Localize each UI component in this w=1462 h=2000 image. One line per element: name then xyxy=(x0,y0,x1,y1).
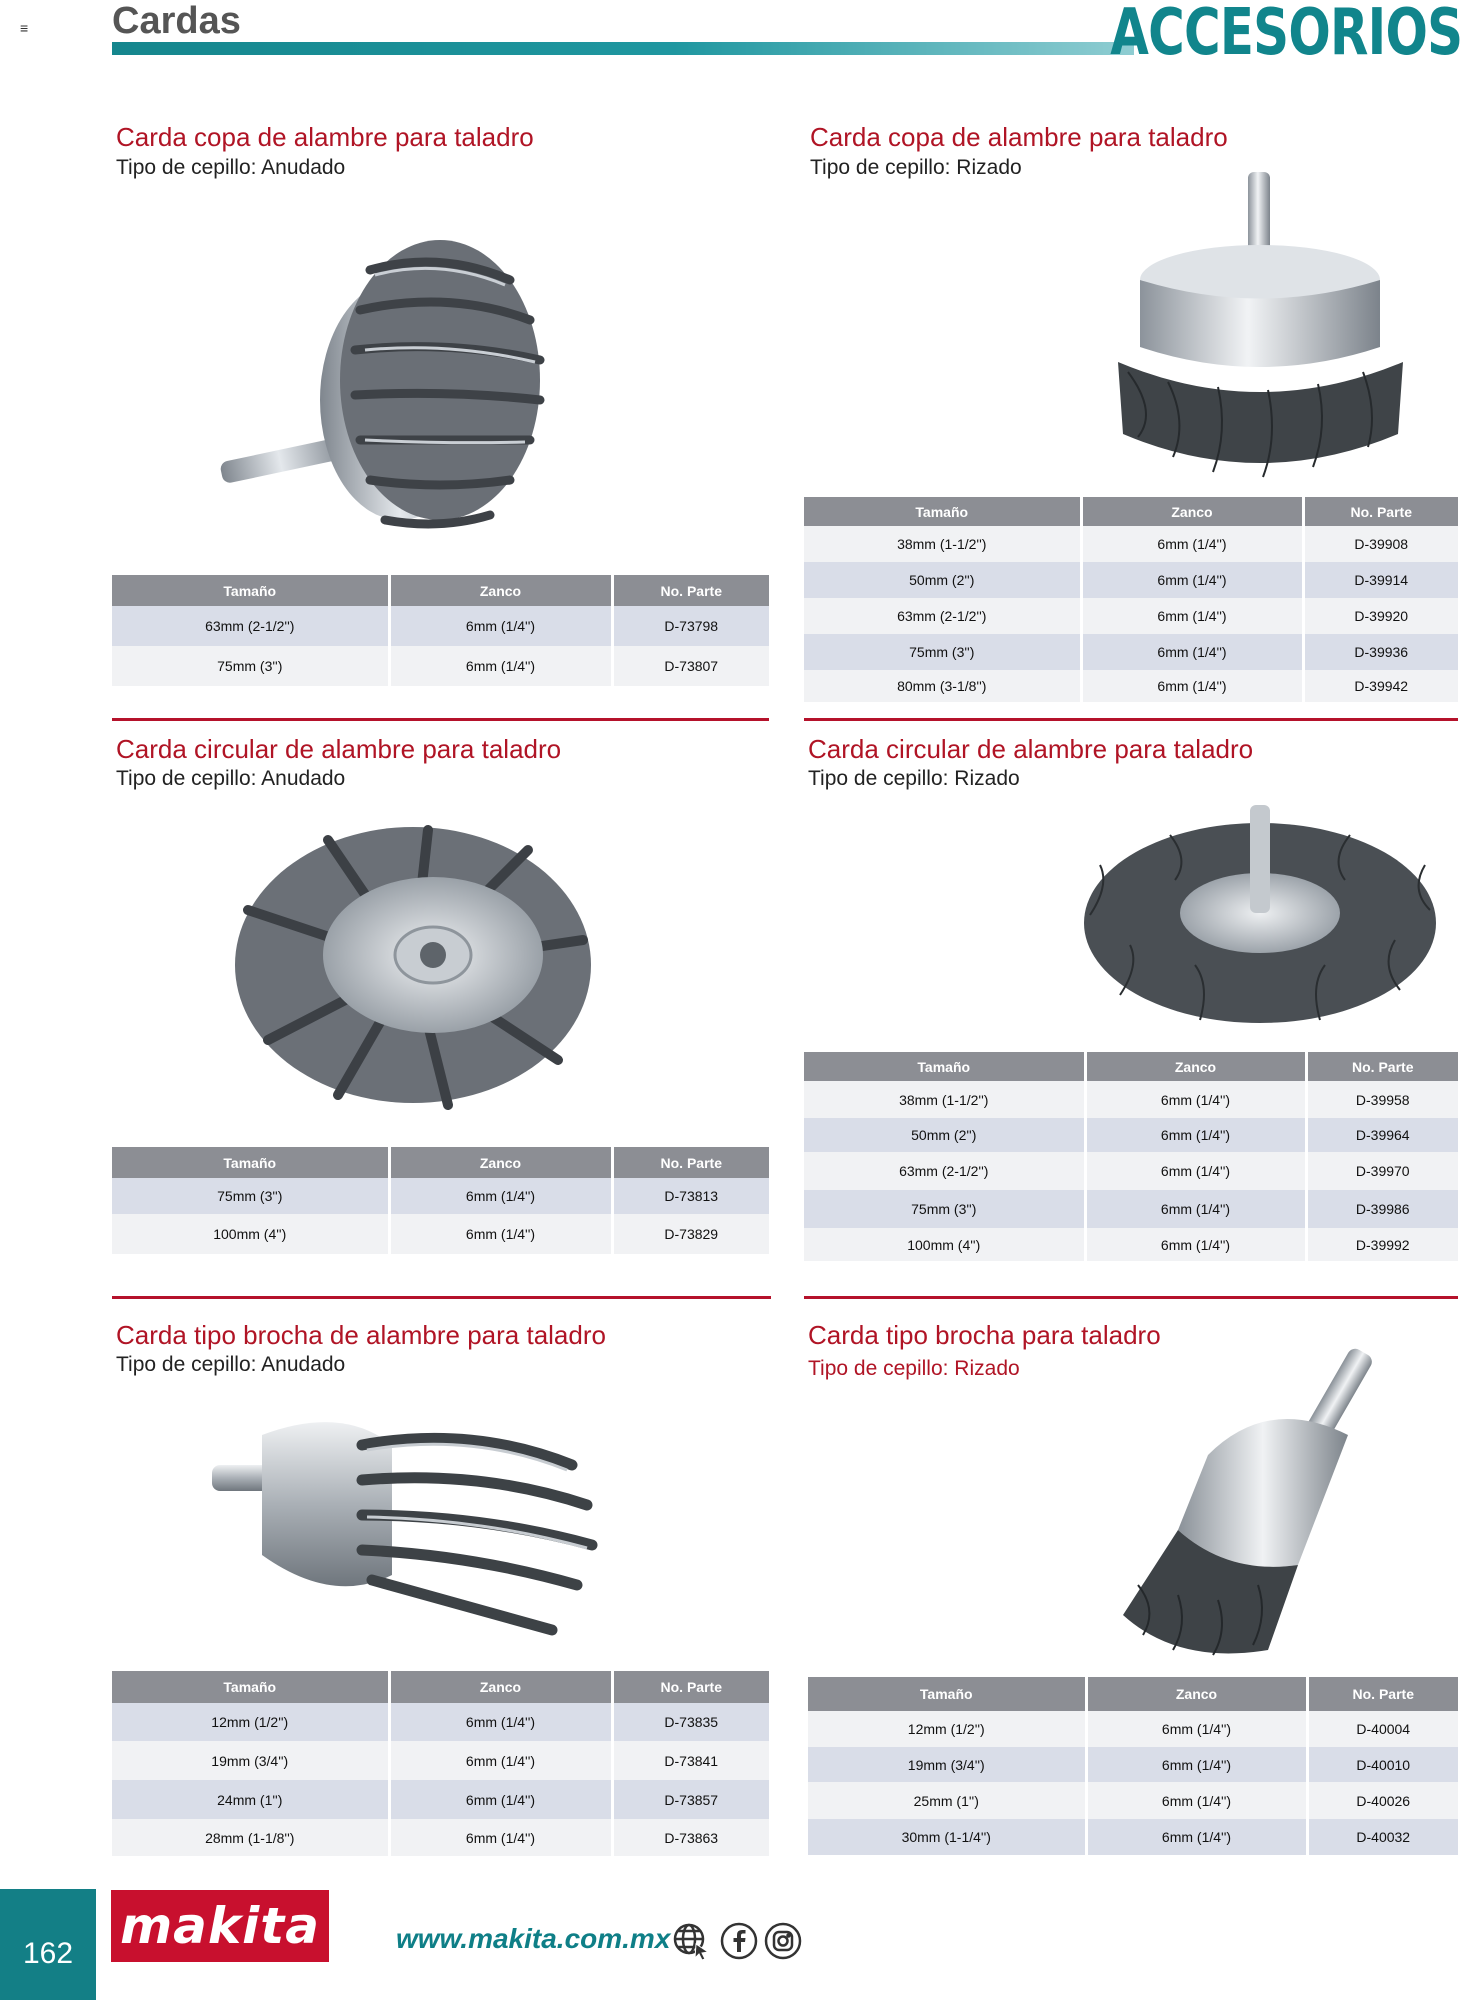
table-cell: 28mm (1-1/8'') xyxy=(112,1819,389,1856)
product-subtitle: Tipo de cepillo: Rizado xyxy=(808,767,1020,790)
product-subtitle: Tipo de cepillo: Anudado xyxy=(116,1353,346,1376)
table-cell: D-73841 xyxy=(612,1741,769,1780)
table-cell: D-39958 xyxy=(1306,1081,1458,1118)
table-cell: 6mm (1/4'') xyxy=(1081,634,1303,670)
table-cell: 80mm (3-1/8'') xyxy=(804,670,1081,702)
table-cell: D-73798 xyxy=(612,606,769,646)
table-cell: 6mm (1/4'') xyxy=(389,1214,612,1254)
table-cell: 6mm (1/4'') xyxy=(1086,1819,1307,1855)
table-cell: 12mm (1/2'') xyxy=(112,1703,389,1741)
column-header: No. Parte xyxy=(612,575,769,606)
table-cell: D-73807 xyxy=(612,646,769,686)
table-cell: 6mm (1/4'') xyxy=(1081,526,1303,562)
table-cell: D-73813 xyxy=(612,1178,769,1214)
table-cell: 19mm (3/4'') xyxy=(112,1741,389,1780)
product-subtitle: Tipo de cepillo: Rizado xyxy=(810,156,1022,179)
globe-cursor-icon[interactable] xyxy=(672,1922,708,1958)
spec-table xyxy=(804,1052,1458,1261)
table-cell: D-39942 xyxy=(1303,670,1458,702)
table-cell: 30mm (1-1/4'') xyxy=(808,1819,1086,1855)
table-cell: D-39964 xyxy=(1306,1118,1458,1152)
table-cell: 6mm (1/4'') xyxy=(389,1819,612,1856)
table-cell: 12mm (1/2'') xyxy=(808,1711,1086,1747)
table-cell: D-39986 xyxy=(1306,1190,1458,1228)
table-cell: D-40004 xyxy=(1307,1711,1458,1747)
table-cell: 6mm (1/4'') xyxy=(389,1703,612,1741)
table-cell: 6mm (1/4'') xyxy=(1085,1118,1306,1152)
product-subtitle: Tipo de cepillo: Rizado xyxy=(808,1357,1020,1380)
table-cell: D-73863 xyxy=(612,1819,769,1856)
table-cell: 100mm (4'') xyxy=(112,1214,389,1254)
spec-table xyxy=(112,1147,769,1254)
product-subtitle: Tipo de cepillo: Anudado xyxy=(116,156,346,179)
table-cell: 100mm (4'') xyxy=(804,1228,1085,1261)
table-cell: 75mm (3'') xyxy=(804,634,1081,670)
knotted-cup-brush-image xyxy=(210,200,610,560)
table-cell: 38mm (1-1/2'') xyxy=(804,1081,1085,1118)
product-title: Carda tipo brocha para taladro xyxy=(808,1320,1161,1350)
column-header: Tamaño xyxy=(808,1677,1086,1711)
column-header: Zanco xyxy=(1085,1052,1306,1081)
table-cell: 6mm (1/4'') xyxy=(389,606,612,646)
product-title: Carda circular de alambre para taladro xyxy=(116,734,562,764)
table-cell: 50mm (2'') xyxy=(804,1118,1085,1152)
website-link[interactable]: www.makita.com.mx xyxy=(396,1923,671,1954)
table-cell: D-40010 xyxy=(1307,1747,1458,1782)
column-header: Tamaño xyxy=(112,1147,389,1178)
column-header: No. Parte xyxy=(1303,497,1458,526)
table-cell: D-40026 xyxy=(1307,1782,1458,1819)
table-cell: 63mm (2-1/2'') xyxy=(804,1152,1085,1190)
section-divider xyxy=(112,718,769,721)
knotted-wheel-brush-image xyxy=(228,820,598,1110)
product-title: Carda circular de alambre para taladro xyxy=(808,734,1254,764)
table-cell: 6mm (1/4'') xyxy=(1086,1782,1307,1819)
table-cell: D-73835 xyxy=(612,1703,769,1741)
table-cell: D-39908 xyxy=(1303,526,1458,562)
menu-icon[interactable]: ≡ xyxy=(20,20,29,36)
table-cell: 6mm (1/4'') xyxy=(1081,670,1303,702)
facebook-icon[interactable] xyxy=(720,1922,756,1958)
spec-table xyxy=(808,1677,1458,1855)
table-cell: D-39920 xyxy=(1303,598,1458,634)
table-cell: 19mm (3/4'') xyxy=(808,1747,1086,1782)
table-cell: D-39992 xyxy=(1306,1228,1458,1261)
table-cell: D-73829 xyxy=(612,1214,769,1254)
column-header: Tamaño xyxy=(112,1671,389,1703)
section-title: Cardas xyxy=(112,0,241,42)
table-cell: 63mm (2-1/2'') xyxy=(804,598,1081,634)
brand-logo: makita xyxy=(111,1890,329,1962)
table-cell: 6mm (1/4'') xyxy=(389,1741,612,1780)
table-cell: 24mm (1'') xyxy=(112,1780,389,1819)
section-divider xyxy=(804,1296,1458,1299)
spec-table xyxy=(804,497,1458,702)
table-cell: 6mm (1/4'') xyxy=(1081,562,1303,598)
page-number: 162 xyxy=(22,1937,74,1970)
table-cell: 75mm (3'') xyxy=(804,1190,1085,1228)
crimped-cup-brush-image xyxy=(1098,172,1423,490)
table-cell: 6mm (1/4'') xyxy=(1085,1081,1306,1118)
table-cell: 6mm (1/4'') xyxy=(1085,1190,1306,1228)
column-header: Zanco xyxy=(389,1147,612,1178)
table-cell: 6mm (1/4'') xyxy=(1086,1711,1307,1747)
product-title: Carda copa de alambre para taladro xyxy=(810,122,1228,152)
table-cell: 50mm (2'') xyxy=(804,562,1081,598)
instagram-icon[interactable] xyxy=(764,1922,800,1958)
product-subtitle: Tipo de cepillo: Anudado xyxy=(116,767,346,790)
column-header: Zanco xyxy=(1086,1677,1307,1711)
knotted-end-brush-image xyxy=(212,1405,602,1665)
column-header: Tamaño xyxy=(804,497,1081,526)
table-cell: 75mm (3'') xyxy=(112,646,389,686)
column-header: Zanco xyxy=(389,1671,612,1703)
table-cell: D-40032 xyxy=(1307,1819,1458,1855)
table-cell: 75mm (3'') xyxy=(112,1178,389,1214)
section-divider xyxy=(112,1296,771,1299)
table-cell: D-39936 xyxy=(1303,634,1458,670)
table-cell: 6mm (1/4'') xyxy=(1085,1228,1306,1261)
column-header: Zanco xyxy=(389,575,612,606)
product-title: Carda tipo brocha de alambre para taladro xyxy=(116,1320,606,1350)
category-title: ACCESORIOS xyxy=(1110,0,1462,70)
table-cell: 25mm (1'') xyxy=(808,1782,1086,1819)
table-cell: 38mm (1-1/2'') xyxy=(804,526,1081,562)
table-cell: 6mm (1/4'') xyxy=(389,1780,612,1819)
column-header: No. Parte xyxy=(1306,1052,1458,1081)
table-cell: 6mm (1/4'') xyxy=(389,646,612,686)
column-header: Tamaño xyxy=(804,1052,1085,1081)
column-header: No. Parte xyxy=(612,1147,769,1178)
spec-table xyxy=(112,575,769,686)
product-title: Carda copa de alambre para taladro xyxy=(116,122,534,152)
table-cell: D-39914 xyxy=(1303,562,1458,598)
column-header: Zanco xyxy=(1081,497,1303,526)
column-header: Tamaño xyxy=(112,575,389,606)
table-cell: 6mm (1/4'') xyxy=(389,1178,612,1214)
crimped-end-brush-image xyxy=(1118,1345,1408,1665)
table-cell: 6mm (1/4'') xyxy=(1081,598,1303,634)
table-cell: 6mm (1/4'') xyxy=(1085,1152,1306,1190)
column-header: No. Parte xyxy=(1307,1677,1458,1711)
section-divider xyxy=(804,718,1458,721)
page-number-box xyxy=(0,1889,96,2000)
header-accent-bar xyxy=(112,42,1134,55)
column-header: No. Parte xyxy=(612,1671,769,1703)
table-cell: 6mm (1/4'') xyxy=(1086,1747,1307,1782)
table-cell: D-39970 xyxy=(1306,1152,1458,1190)
table-cell: 63mm (2-1/2'') xyxy=(112,606,389,646)
crimped-wheel-brush-image xyxy=(1080,805,1440,1033)
spec-table xyxy=(112,1671,769,1856)
table-cell: D-73857 xyxy=(612,1780,769,1819)
